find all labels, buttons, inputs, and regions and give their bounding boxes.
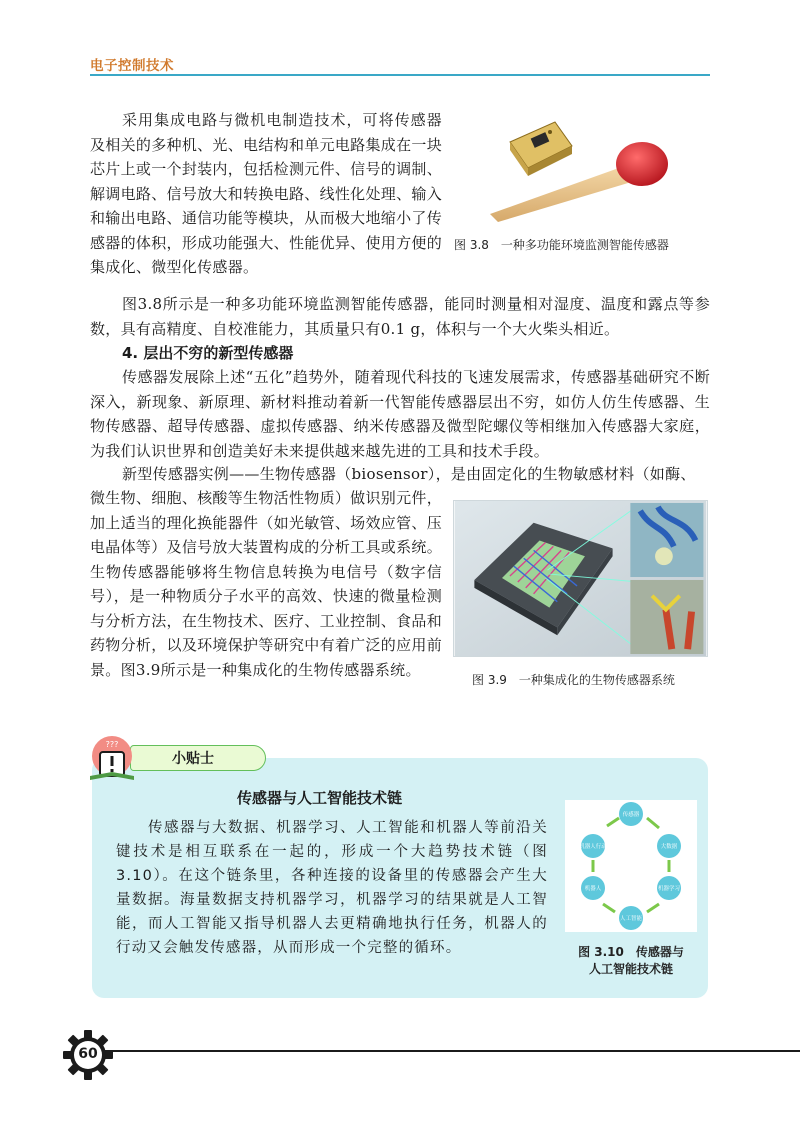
question-marks: ??? [105, 740, 119, 749]
tips-title: 传感器与人工智能技术链 [237, 789, 403, 807]
paragraph-integrated-sensors: 采用集成电路与微机电制造技术，可将传感器及相关的多种机、光、电结构和单元电路集成在一块芯片上或一个封装内，包括检测元件、信号的调制、解调电路、信号放大和转换电路、线性化处理、输入和输出电路、通信功能等模块，从而极大地缩小了传感器的体积，形成功能强大、性能优异、使用方便的集成化、微型化传感器。 [90, 111, 442, 276]
paragraph-figure-3-8-description: 图3.8所示是一种多功能环境监测智能传感器，能同时测量相对湿度、温度和露点等参数，具有高精度、自校准能力，其质量只有0.1 g，体积与一个大火柴头相近。 [90, 295, 710, 338]
paragraph-biosensor-intro: 新型传感器实例——生物传感器（biosensor），是由固定化的生物敏感材料（如酶、 [122, 465, 696, 483]
figure-3-10-caption-line1: 图 3.10 传感器与 [578, 945, 684, 959]
node-robot-label: 机器人 [584, 886, 602, 892]
paragraph-sensor-trends: 传感器发展除上述“五化”趋势外，随着现代科技的飞速发展需求，传感器基础研究不断深入，新现象、新原理、新材料推动着新一代智能传感器层出不穷，如仿人仿生传感器、生物传感器、超导传感器、虚拟传感器、纳米传感器及微型陀螺仪等相继加入传感器大家庭，为我们认识世界和创造美好未来提供越来越先进的工具和技术手段。 [90, 368, 710, 460]
page-number: 60 [78, 1046, 98, 1062]
figure-3-9-caption: 图 3.9 一种集成化的生物传感器系统 [472, 673, 675, 687]
node-robot-action-label: 机器人行动 [579, 844, 607, 850]
paragraph-biosensor-body: 微生物、细胞、核酸等生物活性物质）做识别元件，加上适当的理化换能器件（如光敏管、场效应管、压电晶体等）及信号放大装置构成的分析工具或系统。生物传感器能够将生物信息转换为电信号（数字信号），是一种物质分子水平的高效、快速的微量检测与分析方法，在生物技术、医疗、工业控制、食品和药物分析，以及环境保护等研究中有着广泛的应用前景。图3.9所示是一种集成化的生物传感器系统。 [90, 489, 442, 679]
node-ai-label: 人工智能 [619, 916, 643, 922]
node-machine-learning-label: 机器学习 [657, 886, 681, 892]
section-heading-new-sensors: 4. 层出不穷的新型传感器 [122, 344, 294, 362]
running-header-title: 电子控制技术 [90, 58, 174, 74]
figure-3-10-caption-line2: 人工智能技术链 [588, 962, 673, 976]
header-divider [90, 74, 710, 76]
node-sensor-label: 传感器 [622, 812, 640, 818]
lightbulb-book-icon [84, 732, 140, 788]
footer-divider [100, 1050, 800, 1052]
tips-tab-label: 小贴士 [172, 751, 214, 767]
figure-3-8-caption: 图 3.8 一种多功能环境监测智能传感器 [454, 238, 669, 252]
node-big-data-label: 大数据 [660, 844, 678, 850]
figure-3-8-sensor-photo [480, 102, 708, 222]
figure-3-9-biosensor-image [453, 500, 708, 657]
figure-3-10-ai-chain-diagram [565, 800, 697, 932]
figure-3-10-caption [560, 944, 702, 978]
tips-body-text: 传感器与大数据、机器学习、人工智能和机器人等前沿关键技术是相互联系在一起的，形成一个大趋势技术链（图3.10）。在这个链条里，各种连接的设备里的传感器会产生大量数据。海量数据支持机器学习，机器学习的结果就是人工智能，而人工智能又指导机器人去更精确地执行任务，机器人的行动又会触发传感器，从而形成一个完整的循环。 [116, 820, 548, 956]
